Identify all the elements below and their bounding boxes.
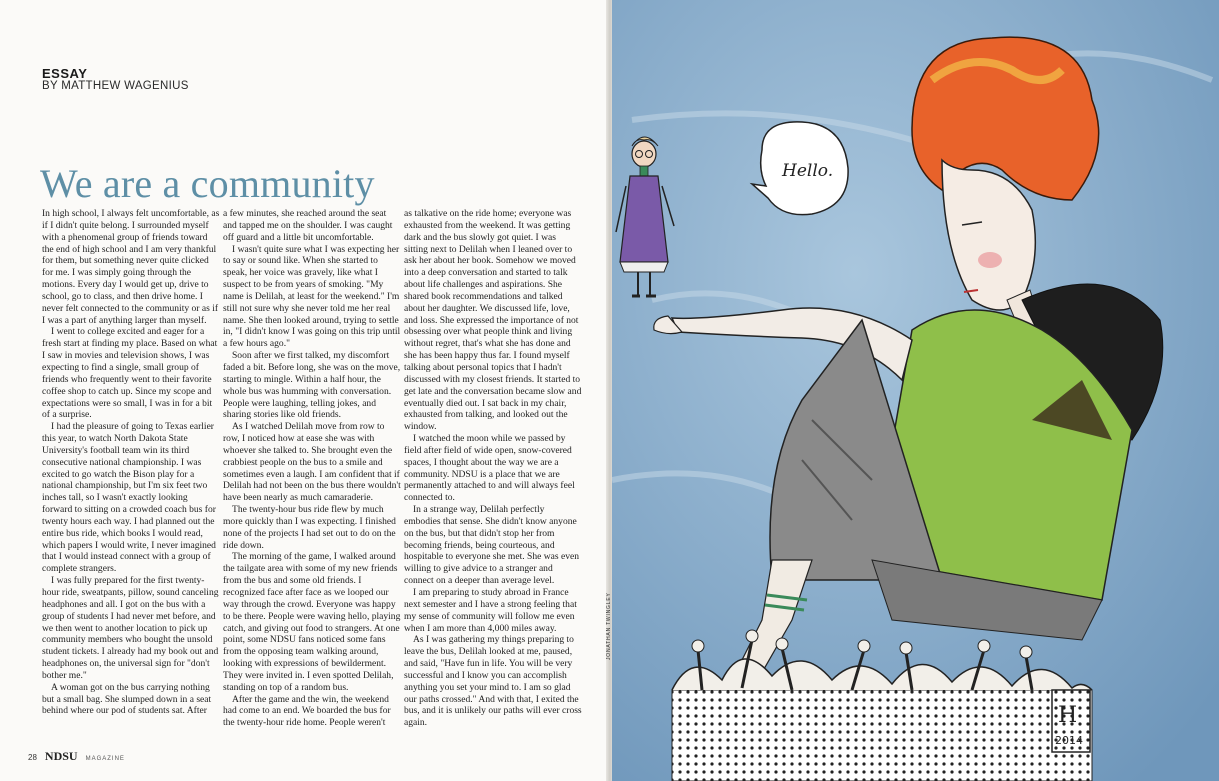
paragraph: In high school, I always felt uncomfortable, as if I didn't quite belong. I surrounded myself with a phenomenal group of friends toward the end of high school and I am very thankful for them, but something never quite clicked for me. I was simply going through the motions. Every day I would get up, drive to school, go to class, and then drive home. I never felt connected to the community or as if I was a part of anything larger than myself. <box>42 208 220 326</box>
paragraph: I was fully prepared for the first twenty-hour ride, sweatpants, pillow, sound canceling headphones and all. I got on the bus with a group of students I had never met before, and we then went to another location to pick up community members who bought the unsold student tickets. I already had my book out and headphones on, the universal sign for "don't bother me." <box>42 575 219 681</box>
section-label: ESSAY <box>42 66 88 81</box>
artist-credit: JONATHAN TWINGLEY <box>606 592 612 660</box>
paragraph: After the game and the win, the weekend had come to an end. We boarded the bus for the twenty-hour ride home. People weren't <box>223 693 391 729</box>
text-column-3 <box>404 208 582 729</box>
text-column-2 <box>223 208 401 729</box>
paragraph: I am preparing to study abroad in France next semester and I have a strong feeling that my sense of community will follow me even when I am more than 4,000 miles away. <box>404 587 577 634</box>
signature-year: 2014 <box>1055 734 1083 747</box>
paragraph: As I watched Delilah move from row to row, I noticed how at ease she was with whoever she talked to. She brought even the crabbiest people on the bus to a smile and sometimes even a laugh. I am confident that if Delilah had not been on the bus there wouldn't have been nearly as much camaraderie. <box>223 421 401 504</box>
signature-initials: H <box>1058 703 1078 728</box>
illustration <box>612 0 1219 781</box>
page-number: 28 <box>28 753 37 762</box>
headline: We are a community <box>40 161 375 206</box>
byline: BY MATTHEW WAGENIUS <box>42 80 189 92</box>
paragraph: as talkative on the ride home; everyone was exhausted from the weekend. It was getting dark and the bus slowly got quiet. I was sitting next to Delilah when I leaned over to ask her about her book. Somehow we moved into a deep conversation and started to talk about life challenges and aspirations. She shared book recommendations and talked about her daughter. We discussed life, love, and loss. She expressed the importance of not obsessing over what people think and living without regret, that's what she has done and she has been happy thus far. I found myself talking about personal topics that I hadn't discussed with my closest friends. It started to get late and the conversation became slow and eventually died out. I sat back in my chair, exhausted from talking, and looked out the window. <box>404 208 582 433</box>
paragraph: A woman got on the bus carrying nothing but a small bag. She slumped down in a seat behind where our pod of students sat. After <box>42 681 212 717</box>
magazine-name: NDSU <box>44 749 78 763</box>
paragraph: As I was gathering my things preparing to leave the bus, Delilah looked at me, paused, and said, "Have fun in life. You will be very successful and I know you can accomplish anything you set your mind to. I am so glad our paths crossed." And with that, I exited the bus, and it is unlikely our paths will ever cross again. <box>404 634 582 729</box>
paragraph: Soon after we first talked, my discomfort faded a bit. Before long, she was on the move, starting to mingle. Within a half hour, the whole bus was humming with conversation. People were laughing, telling jokes, and sharing stories like old friends. <box>223 350 401 421</box>
page-footer <box>28 749 125 764</box>
illustration-page <box>612 0 1219 781</box>
paragraph: I had the pleasure of going to Texas earlier this year, to watch North Dakota State University's football team win its third consecutive national championship. I was excited to go watch the Bison play for a national championship, but I'm six feet two inches tall, so I wasn't exactly looking forward to sitting on a crowded coach bus for twenty hours each way. I had planned out the entire bus ride, which books I would read, which papers I would write, I never imagined that I would instead connect with a group of complete strangers. <box>42 421 216 575</box>
paragraph: The twenty-hour bus ride flew by much more quickly than I was expecting. I finished none of the projects I had set out to do on the ride down. <box>223 504 396 551</box>
text-column-1 <box>42 208 220 717</box>
paragraph: a few minutes, she reached around the seat and tapped me on the shoulder. I was caught off guard and a little bit uncomfortable. <box>223 208 393 243</box>
paragraph: In a strange way, Delilah perfectly embodies that sense. She didn't know anyone on the bus, but that didn't stop her from becoming friends, being courteous, and hospitable to everyone she met. She was even willing to give advice to a stranger and connect on a deeper than average level. <box>404 504 579 587</box>
paragraph: I went to college excited and eager for a fresh start at finding my place. Based on what I saw in movies and television shows, I was expecting to find a single, small group of friends who frequently went to their favorite coffee shop to catch up. Since my scope and expectations were so small, I was in for a bit of a surprise. <box>42 326 218 421</box>
paragraph: I wasn't quite sure what I was expecting her to say or sound like. When she started to speak, her voice was gravely, like what I suspect to be from years of smoking. "My name is Delilah, at least for the weekend." I'm still not sure why she never told me her real name. She then looked around, trying to settle in, "I didn't know I was going on this trip until a few hours ago." <box>223 243 401 350</box>
paragraph: I watched the moon while we passed by field after field of wide open, snow-covered spaces, I thought about the way we are a community. NDSU is a place that we are permanently attached to and will always feel connected to. <box>404 433 575 504</box>
paragraph: The morning of the game, I walked around the tailgate area with some of my new friends from the bus and some old friends. I recognized face after face as we looped our way through the crowd. Everyone was happy to be there. People were waving hello, playing catch, and giving out food to strangers. At one point, some NDSU fans noticed some fans from the opposing team walking around, looking with expressions of bewilderment. They were invited in. I even spotted Delilah, standing on top of a random bus. <box>223 551 401 693</box>
speech-bubble-text: Hello. <box>782 161 834 181</box>
magazine-word: MAGAZINE <box>85 756 125 762</box>
